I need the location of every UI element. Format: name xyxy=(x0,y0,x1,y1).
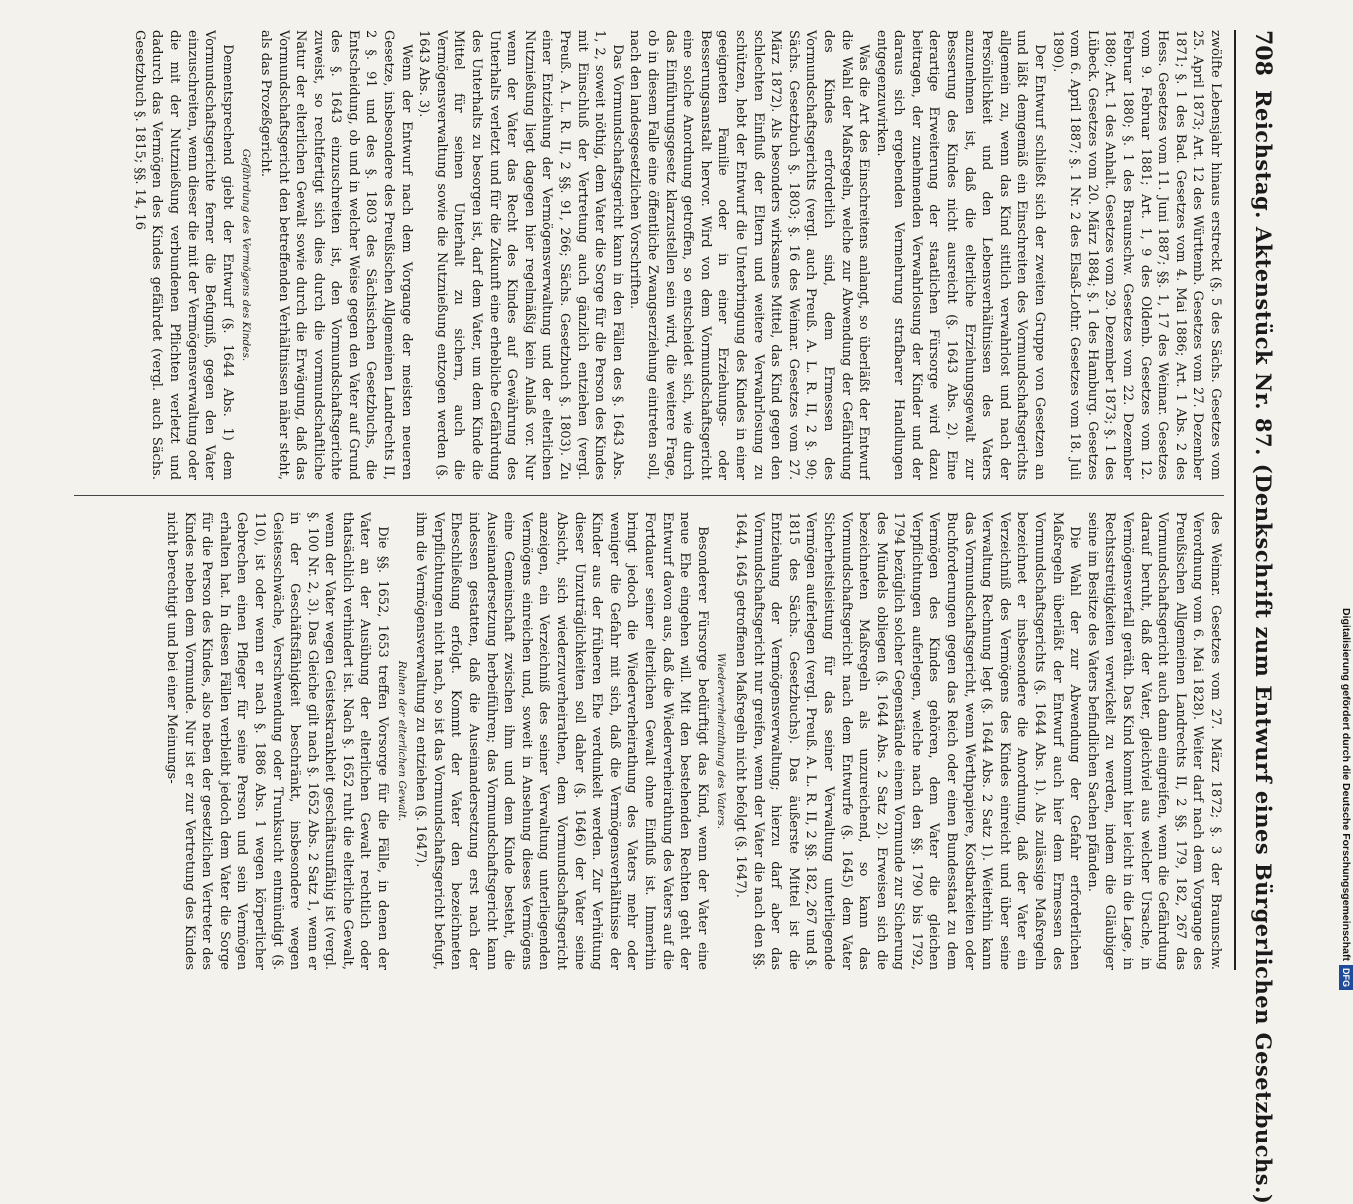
paragraph: Die Wahl der zur Abwendung der Gefahr erforderlichen Maßregeln überläßt der Entwurf auch hier dem Ermessen des Vormundschaftsgerichts (§. 1644 Abs. 1). Als zulässige Maßregeln bezeichnet er insbesondere die Anordnung, daß der Vater ein Verzeichniß des Vermögens des Kindes einreicht und über seine Verwaltung Rechnung legt (§. 1644 Abs. 2 Satz 1). Weiterhin kann das Vormundschaftsgericht, wenn Werthpapiere, Kostbarkeiten oder Buchforderungen gegen das Reich oder einen Bundesstaat zu dem Vermögen des Kindes gehören, dem Vater die gleichen Verpflichtungen auferlegen, welche nach den §§. 1790 bis 1792, 1794 bezüglich solcher Gegenstände einem Vormunde zur Sicherung des Mündels obliegen (§. 1644 Abs. 2 Satz 2). Erweisen sich die bezeichneten Maßregeln als unzureichend, so kann das Vormundschaftsgericht nach dem Entwurfe (§. 1645) dem Vater Sicherheitsleistung für das seiner Verwaltung unterliegende Vermögen auferlegen (vergl. Preuß. A. L. R. II, 2 §§. 182, 267 und §. 1815 des Sächs. Gesetzbuchs). Das äußerste Mittel ist die Entziehung der Vermögensverwaltung; hierzu darf aber das Vormundschaftsgericht nur greifen, wenn der Vater die nach den §§. 1644, 1645 getroffenen Maßregeln nicht befolgt (§. 1647). xyxy=(732,512,1083,970)
section-subheading: Gefährdung des Vermögens des Kindes. xyxy=(240,148,253,362)
section-subheading: Wiederverheirathung des Vaters. xyxy=(715,652,728,830)
column-divider xyxy=(74,495,1224,496)
page-title: Reichstag. Aktenstück Nr. 87. (Denkschrift zum Entwurf eines Bürgerlichen Gesetzbuchs.) xyxy=(1251,90,1276,1204)
rotated-page xyxy=(30,20,1290,1204)
paragraph: des Weimar. Gesetzes vom 27. März 1872; §. 3 der Braunschw. Verordnung vom 6. Mai 1828). Weiter darf nach dem Vorgange des Preußischen Allgemeinen Landrechts II, 2 §§. 179, 182, 267 das Vormundschaftsgericht auch dann eingreifen, wenn die Gefährdung darauf beruht, daß der Vater, gleichviel aus welcher Ursache, in Vermögensverfall geräth. Das Kind kommt hier leicht in die Lage, in Rechtsstreitigkeiten verwickelt zu werden, indem die Gläubiger seine im Besitze des Vaters befindlichen Sachen pfänden. xyxy=(1084,512,1223,970)
paragraph: Der Entwurf schließt sich der zweiten Gruppe von Gesetzen an und läßt demgemäß ein Einschreiten des Vormundschaftsgerichts allgemein zu, wenn das Kind sittlich verwahrlost und nach der Persönlichkeit und den Lebensverhältnissen des Vaters anzunehmen ist, daß die elterliche Erziehungsgewalt zur Besserung des Kindes nicht ausreicht (§. 1643 Abs. 2). Eine derartige Erweiterung der staatlichen Fürsorge wird dazu beitragen, der zunehmenden Verwahrlosung der Kinder und der daraus sich ergebenden Vermehrung strafbarer Handlungen entgegenzuwirken. xyxy=(873,30,1048,480)
digitization-text: Digitalisierung gefördert durch die Deutsche Forschungsgemeinschaft xyxy=(1340,608,1352,961)
paragraph: Was die Art des Einschreitens anlangt, so überläßt der Entwurf die Wahl der Maßregeln, welche zur Abwendung der Gefährdung des Kindes erforderlich sind, dem Ermessen des Vormundschaftsgerichts (vergl. auch Preuß. A. L. R. II, 2 §. 90; Sächs. Gesetzbuch §. 1803; §. 16 des Weimar. Gesetzes vom 27. März 1872). Als besonders wirksames Mittel, das Kind gegen den schlechten Einfluß der Eltern und weitere Verwahrlosung zu schützen, hebt der Entwurf die Unterbringung des Kindes in einer geeigneten Familie oder in einer Erziehungs- oder Besserungsanstalt hervor. Wird von dem Vormundschaftsgericht eine solche Anordnung getroffen, so entscheidet sich, wie durch das Einführungsgesetz klarzustellen sein wird, die weitere Frage, ob in diesem Falle eine öffentliche Zwangserziehung eintreten soll, nach den landesgesetzlichen Vorschriften. xyxy=(627,30,872,480)
paragraph: Die §§. 1652, 1653 treffen Vorsorge für die Fälle, in denen der Vater an der Ausübung der elterlichen Gewalt rechtlich oder thatsächlich verhindert ist. Nach §. 1652 ruht die elterliche Gewalt, wenn der Vater wegen Geisteskrankheit geschäftsunfähig ist (vergl. §. 100 Nr. 2, 3). Das Gleiche gilt nach §. 1652 Abs. 2 Satz 1, wenn er in der Geschäftsfähigkeit beschränkt, insbesondere wegen Geistesschwäche, Verschwendung oder Trunksucht entmündigt (§. 110), ist oder wenn er nach §. 1886 Abs. 1 wegen körperlicher Gebrechen einen Pfleger für seine Person und sein Vermögen erhalten hat. In diesen Fällen verbleibt jedoch dem Vater die Sorge für die Person des Kindes, also neben der gesetzlichen Vertreter des Kindes neben dem Vormunde. Nur ist er zur Vertretung des Kindes nicht berechtigt und bei einer Meinungs- xyxy=(163,512,391,970)
paragraph: zwölfte Lebensjahr hinaus erstreckt (§. 5 des Sächs. Gesetzes vom 25. April 1873; Art. 12 des Württemb. Gesetzes vom 27. Dezember 1871; §. 1 des Bad. Gesetzes vom 4. Mai 1886; Art. 1 Abs. 2 des Hess. Gesetzes vom 11. Juni 1887; §§. 1, 17 des Weimar. Gesetzes vom 9. Februar 1881; Art. 1, 9 des Oldenb. Gesetzes vom 12. Februar 1880; §. 1 des Braunschw. Gesetzes vom 22. Dezember 1880; Art. 1 des Anhalt. Gesetzes vom 29. Dezember 1873; §. 1 des Lübeck. Gesetzes vom 20. März 1884; §. 1 des Hamburg. Gesetzes vom 6. April 1887; §. 1 Nr. 2 des Elsaß-Lothr. Gesetzes vom 18. Juli 1890). xyxy=(1049,30,1223,480)
paragraph: Das Vormundschaftsgericht kann in den Fällen des §. 1643 Abs. 1, 2, soweit nöthig, dem Vater die Sorge für die Person des Kindes mit Einschluß der Vertretung auch gänzlich entziehen (vergl. Preuß. A. L. R. II, 2 §§. 91, 266; Sächs. Gesetzbuch §. 1803). Zu einer Entziehung der Vermögensverwaltung und der elterlichen Nutznießung liegt dagegen hier regelmäßig kein Anlaß vor. Nur wenn der Vater das Recht des Kindes auf Gewährung des Unterhalts verletzt und für die Zukunft eine erhebliche Gefährdung des Unterhalts zu besorgen ist, darf dem Vater, um dem Kinde die Mittel für seinen Unterhalt zu sichern, auch die Vermögensverwaltung sowie die Nutznießung entzogen werden (§. 1643 Abs. 3). xyxy=(416,30,625,480)
page-number: 708 xyxy=(1250,30,1276,76)
header-rule xyxy=(1234,30,1236,970)
paragraph: Dementsprechend giebt der Entwurf (§. 1644 Abs. 1) dem Vormundschaftsgerichte ferner die Befugniß, gegen den Vater einzuschreiten, wenn dieser die mit der Vermögensverwaltung oder die mit der Nutznießung verbundenen Pflichten verletzt und dadurch das Vermögen des Kindes gefährdet (vergl. auch Sächs. Gesetzbuch §. 1815; §§. 14, 16 xyxy=(131,30,235,480)
left-column xyxy=(54,30,1224,480)
paragraph: Wenn der Entwurf nach dem Vorgange der meisten neueren Gesetze, insbesondere des Preußischen Allgemeinen Landrechts II, 2 §. 91 und des §. 1803 des Sächsischen Gesetzbuchs, die Entscheidung, ob und in welcher Weise gegen den Vater auf Grund des §. 1643 einzuschreiten ist, den Vormundschaftsgerichte zuweist, so rechtfertigt sich dies durch die vormundschaftliche Natur der elterlichen Gewalt sowie durch die Erwägung, daß das Vormundschaftsgericht den betreffenden Verhältnissen näher steht, als das Prozeßgericht. xyxy=(257,30,414,480)
paragraph: Besonderer Fürsorge bedürftigt das Kind, wenn der Vater eine neue Ehe eingehen will. Mit den bestehenden Rechten geht der Entwurf davon aus, daß die Wiederverheirathung des Vaters auf die Fortdauer seiner elterlichen Gewalt ohne Einfluß ist. Immerhin bringt jedoch die Wiederverheirathung des Vaters mehr oder weniger die Gefahr mit sich, daß die Vermögensverhältnisse der Kinder aus der früheren Ehe verdunkelt werden. Zur Verhütung dieser Unzuträglichkeiten soll daher (§. 1646) der Vater seine Absicht, sich wiederzuverheirathen, dem Vormundschaftsgericht anzeigen, ein Verzeichniß des seiner Verwaltung unterliegenden Vermögens einreichen und, soweit in Ansehung dieses Vermögens eine Gemeinschaft zwischen ihm und dem Kinde besteht, die Auseinandersetzung herbeiführen; das Vormundschaftsgericht kann indessen gestatten, daß die Auseinandersetzung erst nach der Eheschließung erfolgt. Kommt der Vater den bezeichneten Verpflichtungen nicht nach, so ist das Vormundschaftsgericht befugt, ihm die Vermögensverwaltung zu entziehen (§. 1647). xyxy=(413,512,710,970)
section-subheading: Ruhen der elterlichen Gewalt. xyxy=(395,660,408,822)
dfg-logo: DFG xyxy=(1339,965,1353,990)
digitization-note xyxy=(1339,10,1353,990)
right-column xyxy=(54,512,1224,970)
page-header xyxy=(1234,30,1284,1204)
